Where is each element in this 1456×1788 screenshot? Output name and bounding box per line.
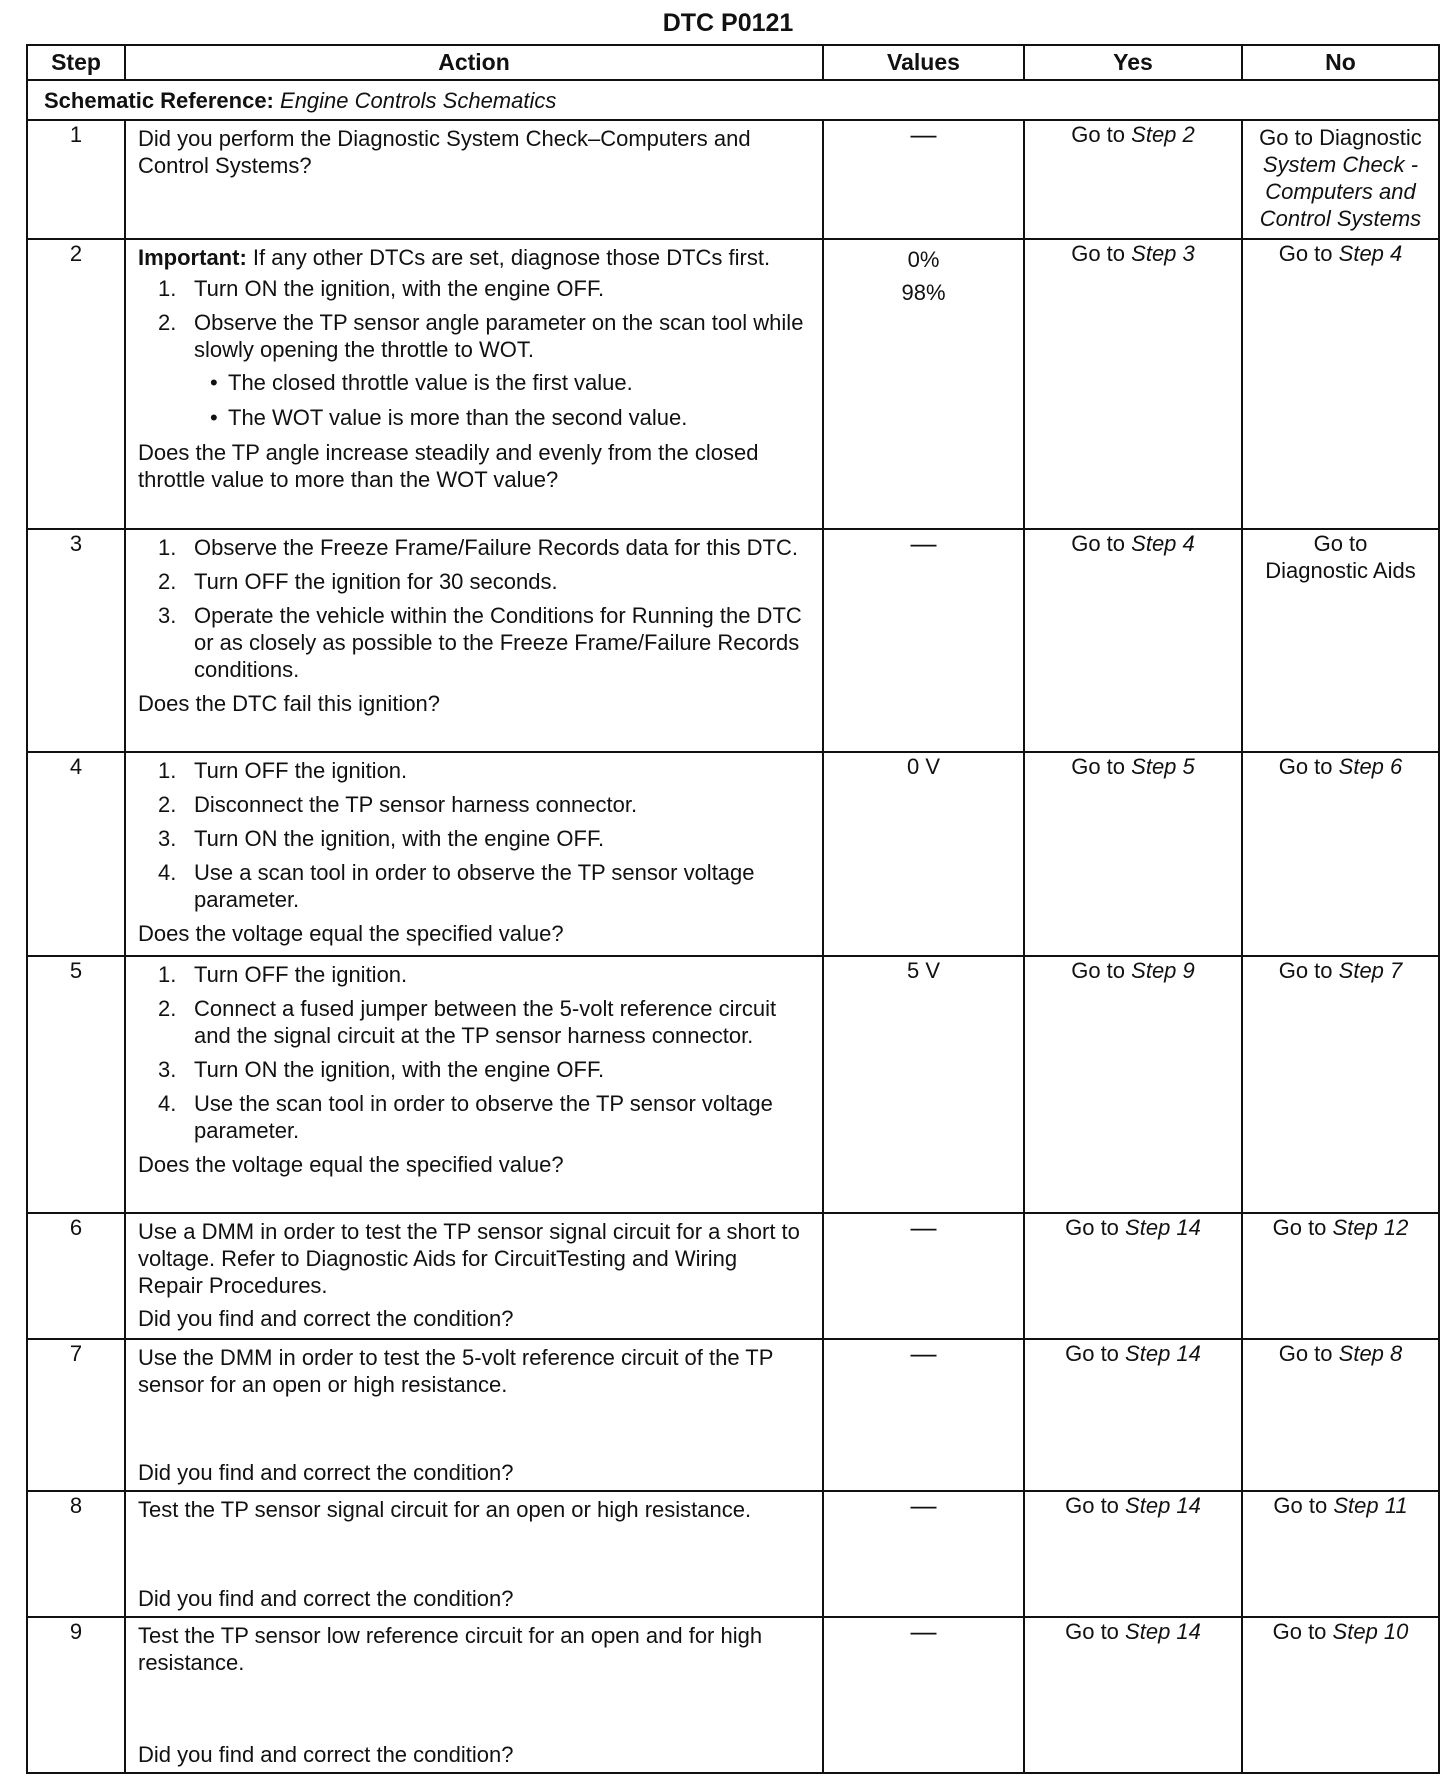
no-step-link: Step 6 — [1338, 754, 1403, 779]
question-text: Does the DTC fail this ignition? — [138, 691, 441, 716]
header-row — [27, 45, 1439, 80]
no-text-line: Go to Diagnostic — [1259, 125, 1422, 150]
action-cell — [125, 120, 823, 239]
yes-step-link: Step 5 — [1131, 754, 1195, 779]
table-row — [27, 1617, 1439, 1773]
no-text-line: Go to — [1313, 531, 1368, 556]
important-note — [138, 244, 808, 271]
no-step-link: Step 8 — [1338, 1341, 1403, 1366]
action-steps — [138, 534, 808, 683]
list-item: 1. Observe the Freeze Frame/Failure Records data for this DTC. — [158, 535, 798, 560]
value-text: — — [910, 1338, 937, 1368]
yes-cell: Go to Step 14 — [1024, 1213, 1242, 1339]
question-text: Does the TP angle increase steadily and evenly from the closed throttle value to more than the WOT value? — [138, 440, 759, 492]
header-yes: Yes — [1024, 45, 1242, 80]
yes-step-link: Step 9 — [1131, 958, 1195, 983]
yes-cell: Go to Step 3 — [1024, 239, 1242, 529]
value-cell — [823, 1491, 1024, 1617]
action-cell — [125, 239, 823, 529]
step-number: 8 — [27, 1491, 125, 1617]
action-cell — [125, 529, 823, 752]
yes-step-link: Step 14 — [1125, 1341, 1201, 1366]
yes-cell: Go to Step 4 — [1024, 529, 1242, 752]
value-cell — [823, 752, 1024, 956]
bullet-list — [194, 369, 808, 431]
value-cell — [823, 1617, 1024, 1773]
value-text: — — [910, 1490, 937, 1520]
action-cell — [125, 956, 823, 1213]
table-row — [27, 752, 1439, 956]
list-item: 4. Use a scan tool in order to observe the TP sensor voltage parameter. — [158, 860, 755, 912]
value-text: — — [910, 528, 937, 558]
step-number: 5 — [27, 956, 125, 1213]
yes-step-link: Step 14 — [1125, 1215, 1201, 1240]
schematic-reference — [27, 80, 1439, 120]
no-step-link: Step 10 — [1332, 1619, 1409, 1644]
step-number: 7 — [27, 1339, 125, 1491]
step-number: 1 — [27, 120, 125, 239]
schematic-value: Engine Controls Schematics — [280, 87, 557, 113]
action-steps — [138, 961, 808, 1144]
yes-step-link: Step 4 — [1131, 531, 1195, 556]
list-item: 2. Connect a fused jumper between the 5-volt reference circuit and the signal circuit at the TP sensor harness connector. — [158, 996, 777, 1048]
table-row — [27, 1339, 1439, 1491]
no-step-link: Step 12 — [1332, 1215, 1409, 1240]
step-number: 2 — [27, 239, 125, 529]
question-text: Does the voltage equal the specified value? — [138, 1152, 564, 1177]
no-text-line: Computers and — [1265, 179, 1416, 204]
table-row — [27, 956, 1439, 1213]
value-text: 0 V — [906, 754, 941, 779]
no-cell: Go to Step 11 — [1242, 1491, 1439, 1617]
no-cell: Go to Step 7 — [1242, 956, 1439, 1213]
action-cell — [125, 1617, 823, 1773]
action-text: Use a DMM in order to test the TP sensor signal circuit for a short to voltage. Refer to Diagnostic Aids for CircuitTesting and Wiring Repair Procedures. — [138, 1219, 800, 1298]
yes-step-link: Step 3 — [1131, 241, 1195, 266]
action-cell — [125, 752, 823, 956]
action-cell — [125, 1213, 823, 1339]
value-text: — — [910, 119, 937, 149]
table-row — [27, 239, 1439, 529]
action-text: Test the TP sensor signal circuit for an open or high resistance. — [138, 1497, 752, 1522]
no-cell: Go to Step 12 — [1242, 1213, 1439, 1339]
list-item: 3. Turn ON the ignition, with the engine OFF. — [158, 826, 605, 851]
value-cell — [823, 1213, 1024, 1339]
header-values: Values — [823, 45, 1024, 80]
page-title: DTC P0121 — [662, 9, 794, 37]
yes-step-link: Step 2 — [1131, 122, 1195, 147]
step-number: 3 — [27, 529, 125, 752]
no-step-link: Step 4 — [1338, 241, 1403, 266]
table-row — [27, 529, 1439, 752]
step-number: 9 — [27, 1617, 125, 1773]
dtc-table — [26, 44, 1440, 1774]
no-text-line: Diagnostic Aids — [1265, 558, 1416, 583]
table-row — [27, 1213, 1439, 1339]
header-action: Action — [125, 45, 823, 80]
schematic-row — [27, 80, 1439, 120]
value-text: 98% — [901, 280, 946, 305]
no-step-link: Step 11 — [1333, 1493, 1408, 1518]
list-item: 3. Turn ON the ignition, with the engine OFF. — [158, 1057, 605, 1082]
value-text: 5 V — [906, 958, 941, 983]
question-text: Did you find and correct the condition? — [138, 1586, 514, 1611]
no-text-line: Control Systems — [1259, 206, 1422, 231]
value-text: 0% — [907, 247, 940, 272]
value-cell — [823, 120, 1024, 239]
no-cell: Go to Step 10 — [1242, 1617, 1439, 1773]
question-text: Does the voltage equal the specified value? — [138, 921, 564, 946]
value-text: — — [910, 1616, 937, 1646]
schematic-label: Schematic Reference: — [44, 87, 274, 113]
action-steps — [138, 275, 808, 431]
action-text: Did you perform the Diagnostic System Check–Computers and Control Systems? — [138, 126, 751, 178]
action-steps — [138, 757, 808, 913]
value-cell — [823, 239, 1024, 529]
list-item: 3. Operate the vehicle within the Conditions for Running the DTC or as closely as possible to the Freeze Frame/Failure Records conditions. — [158, 603, 802, 682]
list-item: 2. Turn OFF the ignition for 30 seconds. — [158, 569, 558, 594]
action-cell — [125, 1491, 823, 1617]
yes-cell: Go to Step 14 — [1024, 1491, 1242, 1617]
value-text: — — [910, 1212, 937, 1242]
list-item: 2. Disconnect the TP sensor harness connector. — [158, 792, 638, 817]
bullet-item: • The closed throttle value is the first value. — [210, 370, 633, 395]
list-item: 1. Turn OFF the ignition. — [158, 758, 408, 783]
yes-cell: Go to Step 9 — [1024, 956, 1242, 1213]
yes-cell: Go to Step 14 — [1024, 1617, 1242, 1773]
no-step-link: Step 7 — [1338, 958, 1403, 983]
yes-step-link: Step 14 — [1125, 1619, 1201, 1644]
list-item: 4. Use the scan tool in order to observe the TP sensor voltage parameter. — [158, 1091, 773, 1143]
no-cell — [1242, 529, 1439, 752]
table-row — [27, 120, 1439, 239]
question-text: Did you find and correct the condition? — [138, 1306, 514, 1331]
yes-cell: Go to Step 5 — [1024, 752, 1242, 956]
step-number: 6 — [27, 1213, 125, 1339]
table-row — [27, 1491, 1439, 1617]
yes-cell: Go to Step 14 — [1024, 1339, 1242, 1491]
yes-cell — [1024, 120, 1242, 239]
important-text: If any other DTCs are set, diagnose those DTCs first. — [252, 245, 771, 270]
header-no: No — [1242, 45, 1439, 80]
list-item: 1. Turn OFF the ignition. — [158, 962, 408, 987]
action-text: Use the DMM in order to test the 5-volt reference circuit of the TP sensor for an open or high resistance. — [138, 1345, 774, 1397]
no-cell: Go to Step 8 — [1242, 1339, 1439, 1491]
yes-step-link: Step 14 — [1125, 1493, 1201, 1518]
header-step: Step — [27, 45, 125, 80]
no-text-line: System Check - — [1262, 152, 1419, 177]
question-text: Did you find and correct the condition? — [138, 1742, 514, 1767]
action-cell — [125, 1339, 823, 1491]
no-cell: Go to Step 4 — [1242, 239, 1439, 529]
important-label: Important: — [138, 245, 247, 270]
step-number: 4 — [27, 752, 125, 956]
value-cell — [823, 956, 1024, 1213]
action-text: Test the TP sensor low reference circuit for an open and for high resistance. — [138, 1623, 763, 1675]
no-cell — [1242, 120, 1439, 239]
value-cell — [823, 1339, 1024, 1491]
no-cell: Go to Step 6 — [1242, 752, 1439, 956]
value-cell — [823, 529, 1024, 752]
list-item: 1. Turn ON the ignition, with the engine OFF. — [158, 276, 605, 301]
goto-label: Go to — [1071, 122, 1126, 147]
bullet-item: • The WOT value is more than the second value. — [210, 405, 688, 430]
list-item: 2. Observe the TP sensor angle parameter on the scan tool while slowly opening the throttle to WOT. • The closed throttle value is the first value. • The WOT value is more than the second value. — [138, 309, 808, 431]
question-text: Did you find and correct the condition? — [138, 1460, 514, 1485]
